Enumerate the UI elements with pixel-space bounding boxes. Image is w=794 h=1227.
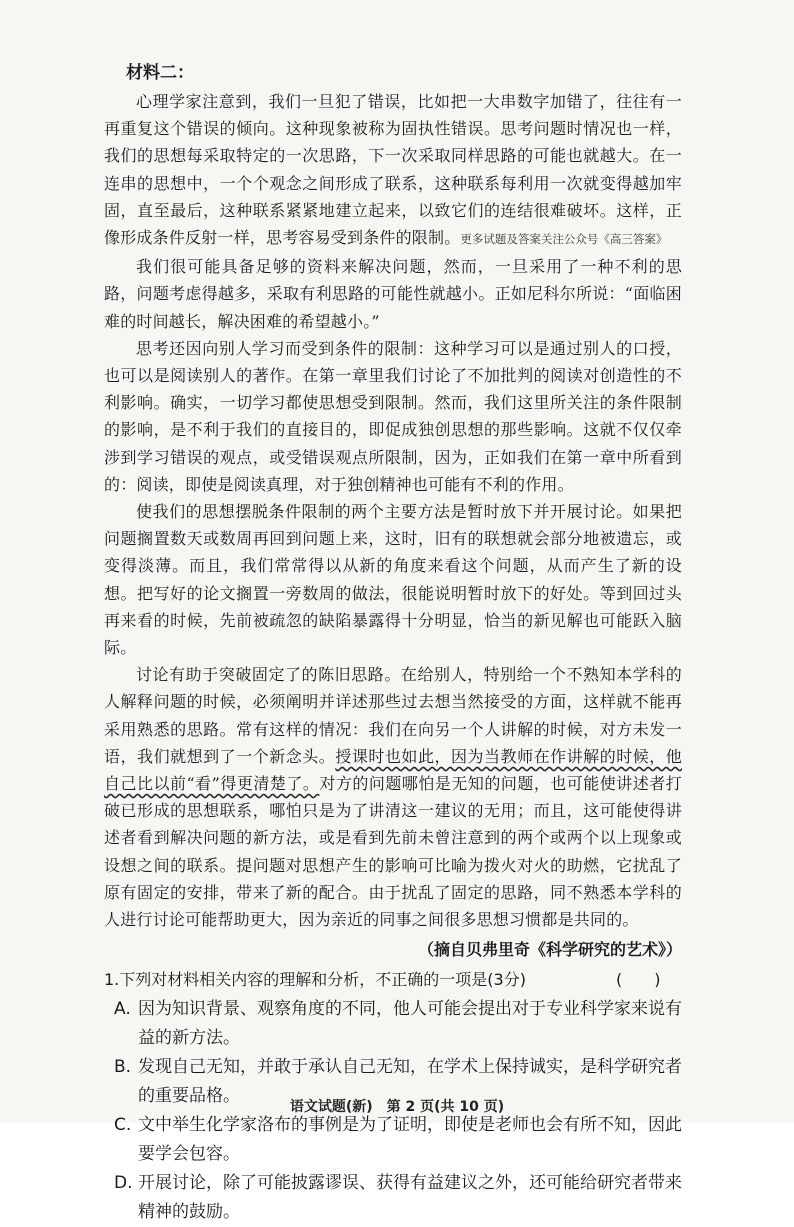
paragraph-1 [104, 88, 682, 253]
question-stem-text: 1.下列对材料相关内容的理解和分析，不正确的一项是(3分) [104, 970, 526, 990]
option-d-letter: D. [114, 1173, 133, 1194]
question-stem [104, 965, 682, 995]
option-a-letter: A. [114, 999, 131, 1020]
option-d-text: 开展讨论，除了可能披露谬误、获得有益建议之外，还可能给研究者带来精神的鼓励。 [138, 1173, 682, 1223]
option-c[interactable] [114, 1111, 682, 1169]
paragraph-1-text: 心理学家注意到，我们一旦犯了错误，比如把一大串数字加错了，往往有一再重复这个错误的倾向。这种现象被称为固执性错误。思考问题时情况也一样，我们的思想每采取特定的一次思路，下一次采取同样思路的可能也就越大。在一连串的思想中，一个个观念之间形成了联系，这种联系每利用一次就变得越加牢固，直至最后，这种联系紧紧地建立起来，以致它们的连结很难破坏。这样，正像形成条件反射一样，思考容易受到条件的限制。 [104, 92, 682, 248]
paragraph-5-before: 讨论有助于突破固定了的陈旧思路。在给别人，特别给一个不熟知本学科的人解释问题的时候，必须阐明并详述那些过去想当然接受的方面，这样就不能再采用熟悉的思路。常有这样的情况：我们在向另一个人讲解的时候，对方未发一语，我们就想到了一个新念头。 [104, 665, 682, 766]
paragraph-5-after: 对方的问题哪怕是无知的问题，也可能使讲述者打破已形成的思想联系，哪怕只是为了讲清这一建议的无用；而且，这可能使得讲述者看到解决问题的新方法，或是看到先前未曾注意到的两个或两个以上现象或设想之间的联系。提问题对思想产生的影响可比喻为拨火对火的助燃，它扰乱了原有固定的安排，带来了新的配合。由于扰乱了固定的思路，同不熟悉本学科的人进行讨论可能帮助更大，因为亲近的同事之间很多思想习惯都是共同的。 [104, 774, 682, 930]
option-a[interactable] [114, 995, 682, 1053]
option-c-text: 文中举生化学家洛布的事例是为了证明，即使是老师也会有所不知，因此要学会包容。 [138, 1115, 682, 1165]
watermark-note: 更多试题及答案关注公众号《高三答案》 [460, 232, 668, 247]
option-b-letter: B. [114, 1057, 132, 1078]
paragraph-2: 我们很可能具备足够的资料来解决问题，然而，一旦采用了一种不利的思路，问题考虑得越多，采取有利思路的可能性就越小。正如尼科尔所说：“面临困难的时间越长，解决困难的希望越小。” [104, 257, 682, 331]
option-d[interactable] [114, 1169, 682, 1227]
section-heading: 材料二： [126, 63, 194, 83]
option-a-text: 因为知识背景、观察角度的不同，他人可能会提出对于专业科学家来说有益的新方法。 [138, 999, 682, 1049]
paragraph-4: 使我们的思想摆脱条件限制的两个主要方法是暂时放下并开展讨论。如果把问题搁置数天或数周再回到问题上来，这时，旧有的联想就会部分地被遗忘，或变得淡薄。而且，我们常常得以从新的角度来看这个问题，从而产生了新的设想。把写好的论文搁置一旁数周的做法，很能说明暂时放下的好处。等到回过头再来看的时候，先前被疏忽的缺陷暴露得十分明显，恰当的新见解也可能跃入脑际。 [104, 502, 682, 658]
paragraph-3: 思考还因向别人学习而受到条件的限制：这种学习可以是通过别人的口授，也可以是阅读别人的著作。在第一章里我们讨论了不加批判的阅读对创造性的不利影响。确实，一切学习都使思想受到限制。然而，我们这里所关注的条件限制的影响，是不利于我们的直接目的，即促成独创思想的那些影响。这就不仅仅牵涉到学习错误的观点，或受错误观点所限制，因为，正如我们在第一章中所看到的：阅读，即使是阅读真理，对于独创精神也可能有不利的作用。 [104, 338, 682, 494]
page-content [104, 58, 682, 1227]
answer-blank[interactable]: ( ) [616, 970, 661, 990]
page-footer: 语文试题(新) 第 2 页(共 10 页) [289, 1099, 505, 1115]
underlined-sentence: 授课时也如此，因为当教师在作讲解的时候，他自己比以前“看”得更清楚了。 [104, 746, 682, 794]
option-b-text: 发现自己无知，并敢于承认自己无知，在学术上保持诚实，是科学研究者的重要品格。 [138, 1057, 682, 1107]
paragraph-5 [104, 661, 682, 933]
option-c-letter: C. [114, 1115, 132, 1136]
source-citation: （摘自贝弗里奇《科学研究的艺术》） [417, 940, 682, 960]
